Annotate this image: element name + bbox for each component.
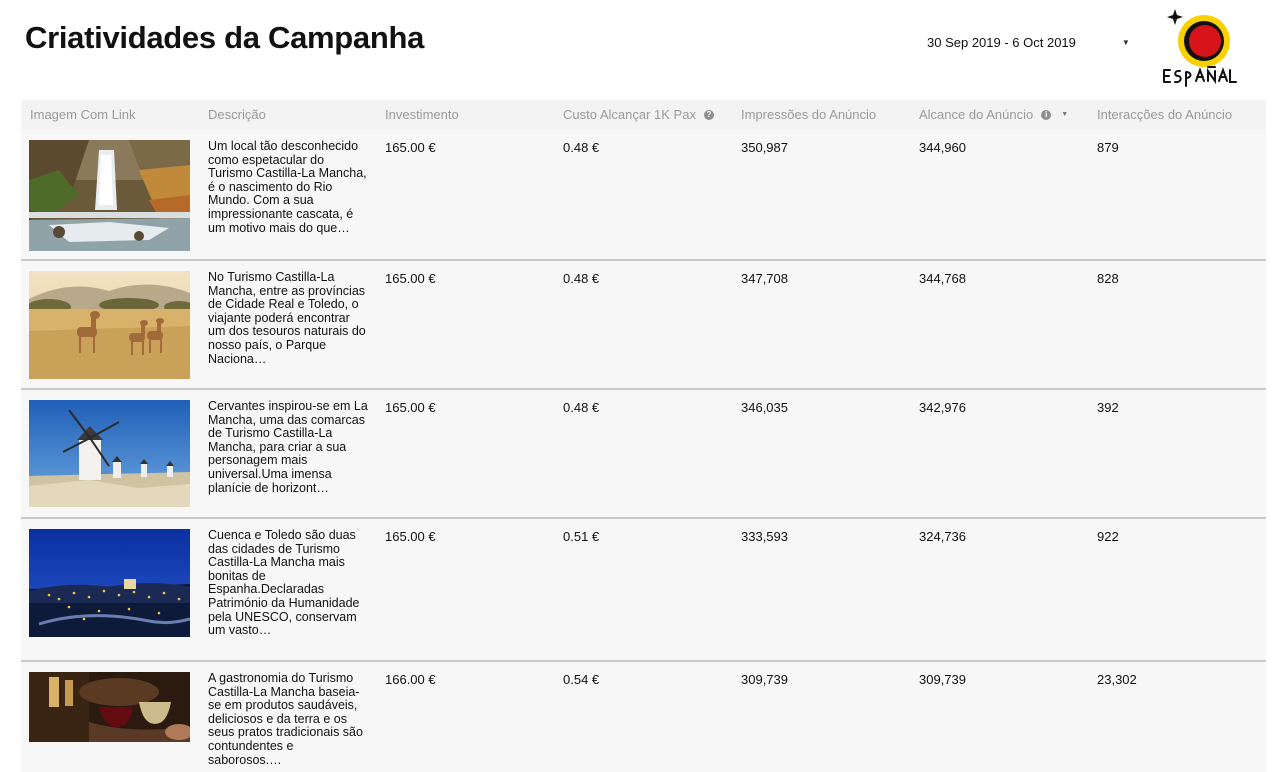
creative-description: Cervantes inspirou-se em La Mancha, uma das comarcas de Turismo Castilla-La Mancha, para criar a sua personagem mais universal.Uma imensa planície de horizont… xyxy=(208,399,368,495)
creative-image-link[interactable] xyxy=(29,672,190,742)
chevron-down-icon[interactable]: ▼ xyxy=(1121,38,1130,47)
investment-value: 166.00 € xyxy=(385,672,436,687)
impressions-value: 347,708 xyxy=(741,271,788,286)
date-range-picker[interactable] xyxy=(927,35,1130,50)
column-header-reach-label: Alcance do Anúncio xyxy=(919,107,1034,122)
impressions-value: 333,593 xyxy=(741,529,788,544)
table-row xyxy=(21,130,1266,261)
creative-image-link[interactable] xyxy=(29,140,190,251)
investment-value: 165.00 € xyxy=(385,529,436,544)
creative-image-link[interactable] xyxy=(29,529,190,637)
investment-value: 165.00 € xyxy=(385,400,436,415)
interactions-value: 828 xyxy=(1097,271,1119,286)
impressions-value: 309,739 xyxy=(741,672,788,687)
table-header xyxy=(21,100,1266,130)
table-row xyxy=(21,519,1266,662)
column-header-description[interactable]: Descrição xyxy=(208,107,266,122)
cost-value: 0.48 € xyxy=(563,271,600,286)
city-night-image xyxy=(29,529,190,637)
table-row xyxy=(21,662,1266,772)
table-row xyxy=(21,390,1266,519)
column-header-cost-label: Custo Alcançar 1K Pax xyxy=(563,107,696,122)
date-range-label: 30 Sep 2019 - 6 Oct 2019 xyxy=(927,35,1076,50)
column-header-cost[interactable] xyxy=(563,107,714,122)
column-header-image[interactable]: Imagem Com Link xyxy=(30,107,136,122)
creative-image-link[interactable] xyxy=(29,400,190,507)
investment-value: 165.00 € xyxy=(385,271,436,286)
cost-value: 0.48 € xyxy=(563,140,600,155)
table-row xyxy=(21,261,1266,390)
creative-description: Cuenca e Toledo são duas das cidades de Turismo Castilla-La Mancha mais bonitas de Espanha.Declaradas Património da Humanidade pela UNESCO, conservam um vasto… xyxy=(208,528,360,638)
column-header-investment[interactable]: Investimento xyxy=(385,107,459,122)
interactions-value: 879 xyxy=(1097,140,1119,155)
interactions-value: 23,302 xyxy=(1097,672,1137,687)
reach-value: 342,976 xyxy=(919,400,966,415)
investment-value: 165.00 € xyxy=(385,140,436,155)
espana-logo xyxy=(1158,8,1238,90)
impressions-value: 346,035 xyxy=(741,400,788,415)
column-header-reach[interactable] xyxy=(919,107,1068,122)
reach-value: 309,739 xyxy=(919,672,966,687)
deer-image xyxy=(29,271,190,379)
info-icon[interactable]: ? xyxy=(704,110,714,120)
creative-description: No Turismo Castilla-La Mancha, entre as províncias de Cidade Real e Toledo, o viajante poderá encontrar um dos tesouros naturais do nosso país, o Parque Naciona… xyxy=(208,270,366,366)
creative-image-link[interactable] xyxy=(29,271,190,379)
reach-value: 344,960 xyxy=(919,140,966,155)
sort-desc-icon[interactable]: ▼ xyxy=(1061,111,1069,118)
creative-description: A gastronomia do Turismo Castilla-La Mancha baseia-se em produtos saudáveis, deliciosos e da terra e os seus pratos tradicionais são contundentes e saborosos.… xyxy=(208,671,363,767)
windmill-image xyxy=(29,400,190,507)
reach-value: 344,768 xyxy=(919,271,966,286)
waterfall-image xyxy=(29,140,190,251)
wine-image xyxy=(29,672,190,742)
cost-value: 0.54 € xyxy=(563,672,600,687)
page-title: Criatividades da Campanha xyxy=(25,20,425,55)
impressions-value: 350,987 xyxy=(741,140,788,155)
interactions-value: 922 xyxy=(1097,529,1119,544)
column-header-impressions[interactable]: Impressões do Anúncio xyxy=(741,107,877,122)
reach-value: 324,736 xyxy=(919,529,966,544)
creatives-table xyxy=(21,100,1266,772)
cost-value: 0.48 € xyxy=(563,400,600,415)
cost-value: 0.51 € xyxy=(563,529,600,544)
creative-description: Um local tão desconhecido como espetacular do Turismo Castilla-La Mancha, é o nascimento do Rio Mundo. Com a sua impressionante cascata, é um motivo mais do que… xyxy=(208,139,367,235)
column-header-interactions[interactable]: Interacções do Anúncio xyxy=(1097,107,1233,122)
interactions-value: 392 xyxy=(1097,400,1119,415)
info-icon[interactable]: i xyxy=(1041,110,1051,120)
